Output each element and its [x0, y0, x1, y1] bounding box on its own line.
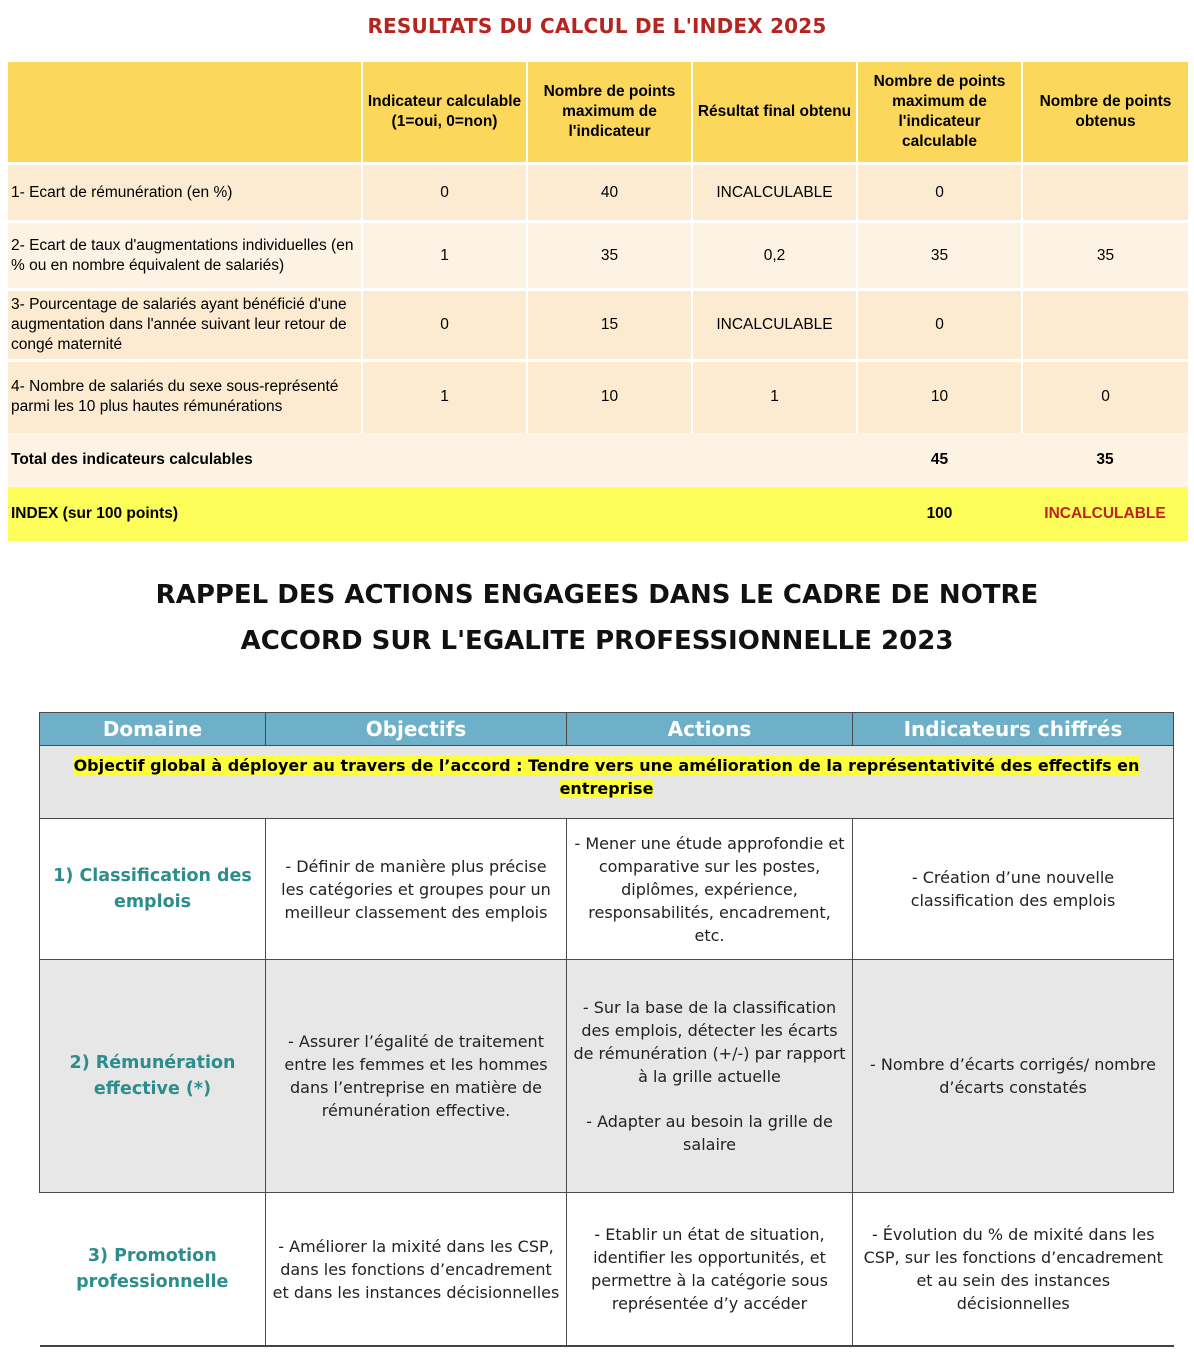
- table-row: [8, 290, 1188, 361]
- header-indicateurs: Indicateurs chiffrés: [853, 713, 1174, 746]
- header-domaine: Domaine: [40, 713, 266, 746]
- header-cell: Nombre de points maximum de l'indicateur: [527, 62, 692, 164]
- table-cell: 0: [857, 164, 1022, 222]
- title-line: ACCORD SUR L'EGALITE PROFESSIONNELLE 2023: [240, 626, 954, 656]
- domain-cell: 3) Promotion professionnelle: [40, 1193, 266, 1347]
- table-cell: INCALCULABLE: [692, 290, 857, 361]
- table-cell: [1022, 290, 1188, 361]
- equality-actions-table: [39, 712, 1174, 1347]
- table-cell: 0,2: [692, 222, 857, 290]
- table-row: [40, 819, 1174, 960]
- header-cell: Nombre de points maximum de l'indicateur calculable: [857, 62, 1022, 164]
- table-cell: [1022, 164, 1188, 222]
- action-item: - Adapter au besoin la grille de salaire: [586, 1112, 833, 1154]
- indicator-cell: - Nombre d’écarts corrigés/ nombre d’écarts constatés: [853, 960, 1174, 1193]
- table-row: [8, 164, 1188, 222]
- table-cell: 35: [857, 222, 1022, 290]
- index-results-table: [8, 62, 1188, 541]
- table-cell: 15: [527, 290, 692, 361]
- table-cell: 1: [362, 361, 527, 433]
- total-max-points: 45: [857, 433, 1022, 487]
- table-cell: 0: [857, 290, 1022, 361]
- title-line: RAPPEL DES ACTIONS ENGAGEES DANS LE CADRE DE NOTRE: [155, 580, 1039, 610]
- indicator-label: 4- Nombre de salariés du sexe sous-représenté parmi les 10 plus hautes rémunérations: [8, 361, 362, 433]
- table-cell: INCALCULABLE: [692, 164, 857, 222]
- table-row: [8, 222, 1188, 290]
- domain-cell: 1) Classification des emplois: [40, 819, 266, 960]
- indicator-label: 2- Ecart de taux d'augmentations individuelles (en % ou en nombre équivalent de salariés): [8, 222, 362, 290]
- index-max-points: 100: [857, 487, 1022, 541]
- domain-cell: 2) Rémunération effective (*): [40, 960, 266, 1193]
- action-cell: - Mener une étude approfondie et comparative sur les postes, diplômes, expérience, responsabilités, encadrement, etc.: [567, 819, 853, 960]
- header-cell: Nombre de points obtenus: [1022, 62, 1188, 164]
- index-label: INDEX (sur 100 points): [8, 487, 857, 541]
- table-cell: 1: [692, 361, 857, 433]
- action-item: - Sur la base de la classification des emplois, détecter les écarts de rémunération (+/-) par rapport à la grille actuelle: [573, 998, 846, 1086]
- action-cell: [567, 960, 853, 1193]
- table-row: [40, 1193, 1174, 1347]
- header-objectifs: Objectifs: [266, 713, 567, 746]
- indicator-cell: - Création d’une nouvelle classification des emplois: [853, 819, 1174, 960]
- objective-cell: - Assurer l’égalité de traitement entre les femmes et les hommes dans l’entreprise en matière de rémunération effective.: [266, 960, 567, 1193]
- total-row: [8, 433, 1188, 487]
- index-row: [8, 487, 1188, 541]
- table-header-row: [40, 713, 1174, 746]
- table-cell: 40: [527, 164, 692, 222]
- total-label: Total des indicateurs calculables: [8, 433, 857, 487]
- table-cell: 1: [362, 222, 527, 290]
- objective-cell: - Améliorer la mixité dans les CSP, dans les fonctions d’encadrement et dans les instances décisionnelles: [266, 1193, 567, 1347]
- actions-recall-title: [0, 572, 1194, 664]
- global-objective-row: [40, 746, 1174, 819]
- table-cell: 10: [527, 361, 692, 433]
- indicator-label: 1- Ecart de rémunération (en %): [8, 164, 362, 222]
- index-results-title: RESULTATS DU CALCUL DE L'INDEX 2025: [367, 14, 827, 38]
- indicator-cell: - Évolution du % de mixité dans les CSP, sur les fonctions d’encadrement et au sein des instances décisionnelles: [853, 1193, 1174, 1347]
- global-objective-text: Objectif global à déployer au travers de l’accord : Tendre vers une amélioration de la représentativité des effectifs en entreprise: [73, 756, 1140, 798]
- table-row: [40, 960, 1174, 1193]
- table-row: [8, 361, 1188, 433]
- total-obtained-points: 35: [1022, 433, 1188, 487]
- header-cell: Résultat final obtenu: [692, 62, 857, 164]
- action-cell: - Etablir un état de situation, identifier les opportunités, et permettre à la catégorie sous représentée d’y accéder: [567, 1193, 853, 1347]
- objective-cell: - Définir de manière plus précise les catégories et groupes pour un meilleur classement des emplois: [266, 819, 567, 960]
- index-obtained-points: INCALCULABLE: [1022, 487, 1188, 541]
- table-header-row: [8, 62, 1188, 164]
- table-cell: 10: [857, 361, 1022, 433]
- table-cell: 0: [362, 164, 527, 222]
- header-actions: Actions: [567, 713, 853, 746]
- header-cell: Indicateur calculable (1=oui, 0=non): [362, 62, 527, 164]
- indicator-label: 3- Pourcentage de salariés ayant bénéficié d'une augmentation dans l'année suivant leur retour de congé maternité: [8, 290, 362, 361]
- table-cell: 35: [527, 222, 692, 290]
- table-cell: 0: [362, 290, 527, 361]
- table-cell: 0: [1022, 361, 1188, 433]
- header-cell: [8, 62, 362, 164]
- table-cell: 35: [1022, 222, 1188, 290]
